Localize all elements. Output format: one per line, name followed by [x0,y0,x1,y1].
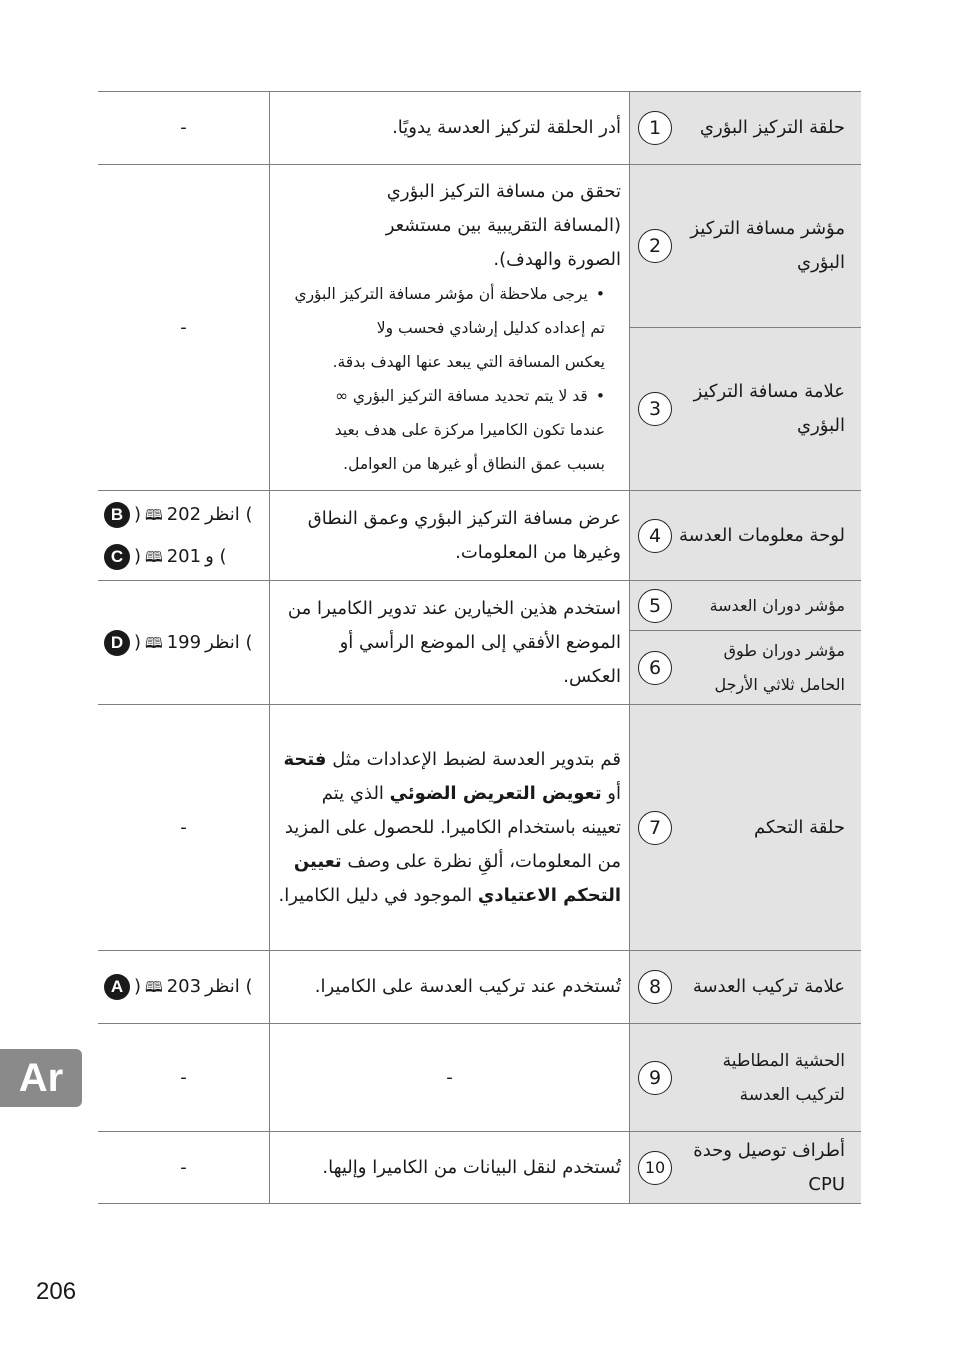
table-row [98,1132,861,1204]
part-name: مؤشر مسافة التركيز البؤري [690,218,845,273]
part-name: علامة تركيب العدسة [692,976,845,997]
part-number: 3 [638,392,672,426]
reference-cell: - [98,1132,270,1204]
description-cell: عرض مسافة التركيز البؤري وعمق النطاق وغيرها من المعلومات. [270,491,630,581]
badge-b-icon: B [104,502,130,528]
badge-c-icon: C [104,544,130,570]
part-number: 7 [638,811,672,845]
part-name-cell [630,631,862,705]
book-icon: 🕮 [145,505,163,524]
reference-cell: - [98,1024,270,1132]
page-reference[interactable]: A ) 🕮 203 انظر ( [98,966,269,1008]
reference-cell: - [98,705,270,951]
page-reference[interactable]: B ) 🕮 202 انظر ( [98,494,269,536]
part-name-cell [630,1132,862,1204]
part-number: 10 [638,1151,672,1185]
part-name: مؤشر دوران العدسة [709,595,845,615]
table-row [98,491,861,581]
book-icon: 🕮 [145,633,163,652]
description-cell: تحقق من مسافة التركيز البؤري (المسافة التقريبية بين مستشعر الصورة والهدف). • يرجى ملاحظة أن مؤشر مسافة التركيز البؤري تم إعداده كدليل إرشادي فحسب ولا يعكس المسافة التي يبعد عنها الهدف بدقة. • قد لا يتم تحديد مسافة التركيز البؤري ∞ عندما تكون الكاميرا مركزة على هدف بعيد بسبب عمق النطاق أو غيرها من العوامل. [270,165,630,491]
description-cell: - [270,1024,630,1132]
part-name: حلقة التحكم [753,816,845,838]
part-number: 4 [638,519,672,553]
language-tab: Ar [0,1049,82,1107]
badge-a-icon: A [104,974,130,1000]
part-name-cell [630,951,862,1024]
table-row [98,1024,861,1132]
part-name-cell [630,491,862,581]
description-cell: استخدم هذين الخيارين عند تدوير الكاميرا من الموضع الأفقي إلى الموضع الرأسي أو العكس. [270,581,630,705]
description-cell: تُستخدم لنقل البيانات من الكاميرا وإليها. [270,1132,630,1204]
part-name: الحشية المطاطية لتركيب العدسة [722,1050,845,1105]
note-list [278,277,621,481]
lens-parts-table [98,91,861,1204]
reference-cell [98,491,270,581]
part-name: مؤشر دوران طوق الحامل ثلاثي الأرجل [714,640,845,694]
part-name-cell [630,1024,862,1132]
table-row [98,951,861,1024]
part-number: 5 [638,589,672,623]
part-name: لوحة معلومات العدسة [678,524,845,546]
part-name: حلقة التركيز البؤري [699,117,845,138]
page-reference[interactable]: C ) 🕮 201 و ( [98,536,269,578]
reference-cell [98,581,270,705]
reference-cell: - [98,165,270,491]
book-icon: 🕮 [145,978,163,996]
part-name-cell [630,92,862,165]
note-item-continued: • قد لا يتم تحديد مسافة التركيز البؤري ∞ عندما تكون الكاميرا مركزة على هدف بعيد بسبب عمق النطاق أو غيرها من العوامل. [278,379,605,481]
part-number: 2 [638,229,672,263]
part-name-cell [630,705,862,951]
part-name: أطراف توصيل وحدة CPU [693,1139,845,1195]
part-number: 8 [638,970,672,1004]
part-name-cell [630,328,862,491]
page-number: 206 [36,1278,77,1305]
table-row [98,92,861,165]
table-row [98,165,861,328]
part-name: علامة مسافة التركيز البؤري [693,381,845,436]
reference-cell: - [98,92,270,165]
note-item: • يرجى ملاحظة أن مؤشر مسافة التركيز البؤري تم إعداده كدليل إرشادي فحسب ولا يعكس المسافة التي يبعد عنها الهدف بدقة. [278,277,605,379]
part-number: 9 [638,1061,672,1095]
table-row [98,705,861,951]
page-reference[interactable]: D ) 🕮 199 انظر ( [98,622,269,664]
part-name-cell [630,165,862,328]
badge-d-icon: D [104,630,130,656]
part-number: 6 [638,651,672,685]
description-cell: تُستخدم عند تركيب العدسة على الكاميرا. [270,951,630,1024]
reference-cell [98,951,270,1024]
table-row [98,581,861,631]
part-name-cell [630,581,862,631]
book-icon: 🕮 [145,547,163,566]
description-cell: أدر الحلقة لتركيز العدسة يدويًا. [270,92,630,165]
part-number: 1 [638,111,672,145]
description-cell: قم بتدوير العدسة لضبط الإعدادات مثل فتحة أو تعويض التعريض الضوئي الذي يتم تعيينه باستخدام الكاميرا. للحصول على المزيد من المعلومات، ألقِ نظرة على وصف تعيين التحكم الاعتيادي الموجود في دليل الكاميرا. [270,705,630,951]
